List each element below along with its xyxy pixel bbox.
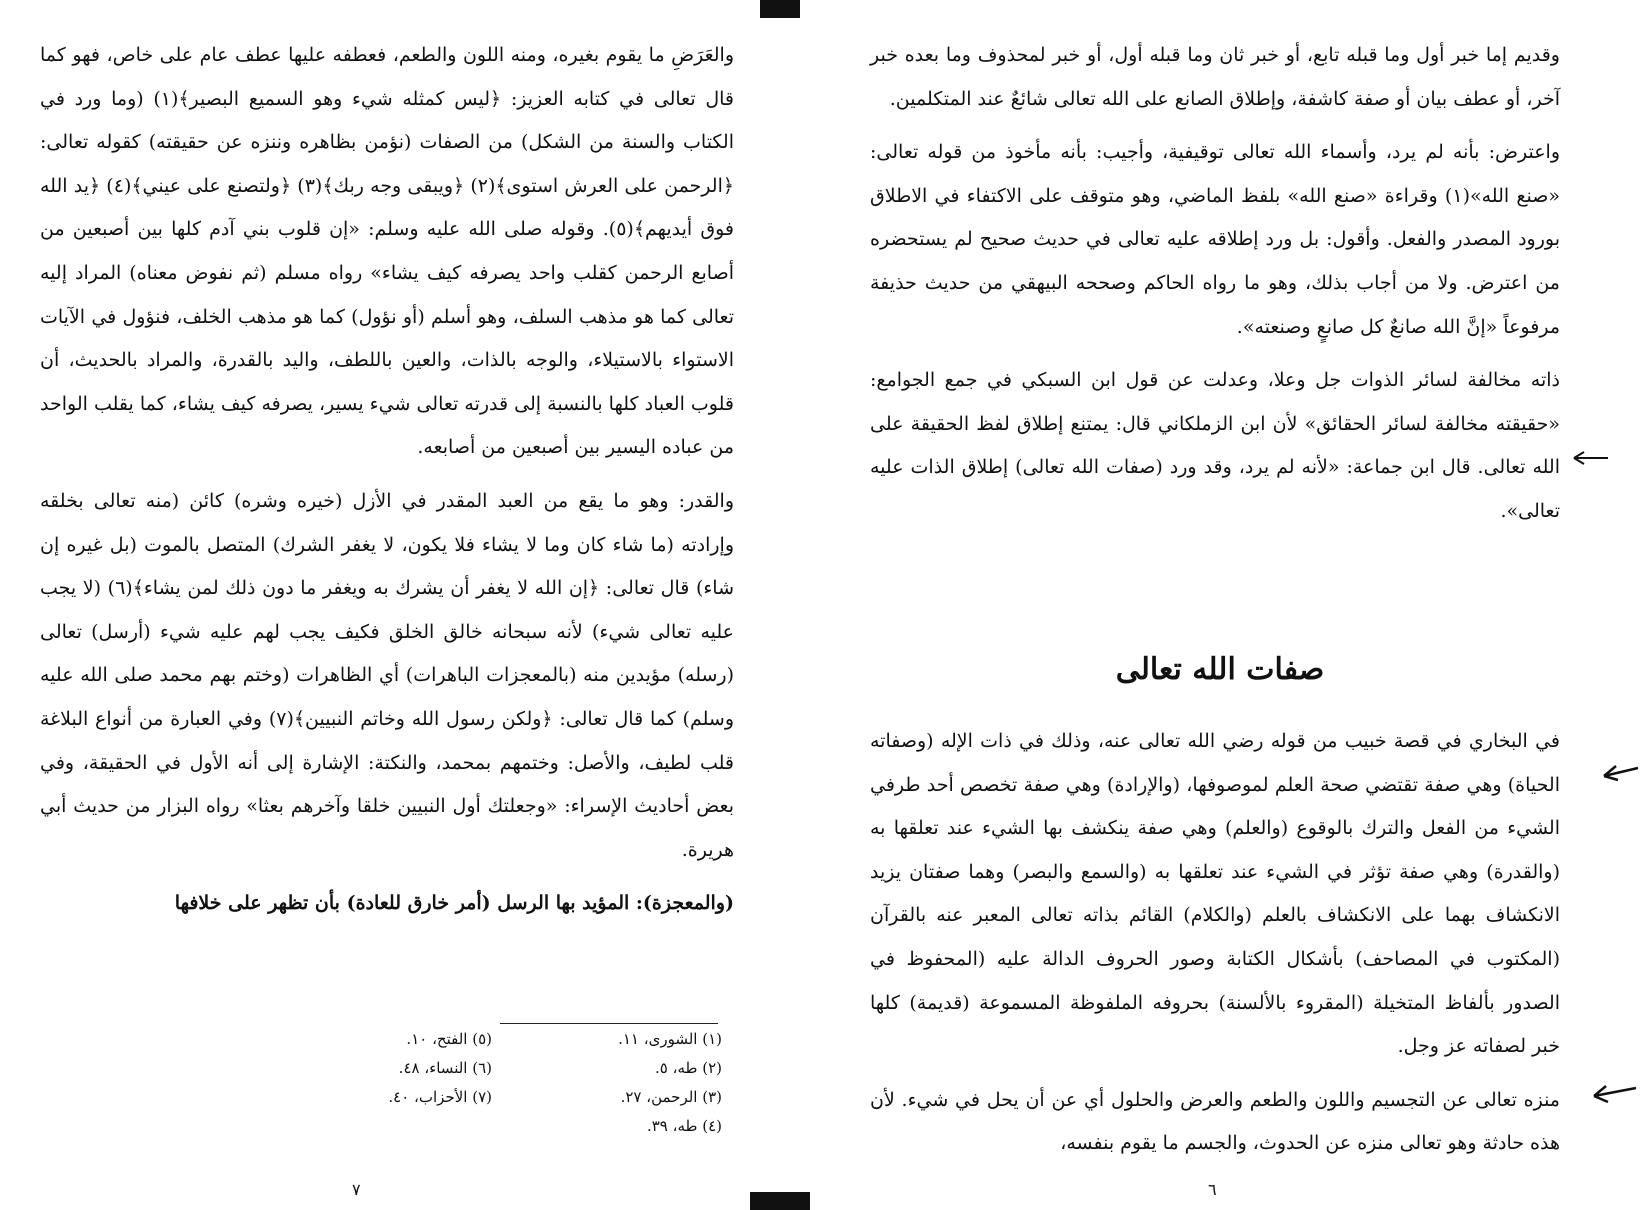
page-number-right: ٦ [1208, 1180, 1217, 1199]
left-page [0, 0, 800, 1206]
right-page-text-bottom [870, 720, 1560, 1176]
footnote-1: (١) الشورى، ١١. [618, 1030, 722, 1048]
right-paragraph-4: في البخاري في قصة خبيب من قوله رضي الله تعالى عنه، وذلك في ذات الإله (وصفاته الحياة) وهي صفة تقتضي صحة العلم لموصوفها، (والإرادة) وهي صفة تخصص أحد طرفي الشيء من الفعل والترك بالوقوع (والعلم) وهي صفة ينكشف بها الشيء عند تعلقها به (والقدرة) وهي صفة تؤثر في الشيء عند تعلقها به (والسمع والبصر) وهما صفتان يزيد الانكشاف بهما على الانكشاف بالعلم (والكلام) القائم بذاته تعالى المعبر عنه بالقرآن (المكتوب في المصاحف) بأشكال الكتابة وصور الحروف الدالة عليه (المحفوظ في الصدور بألفاظ المتخيلة (المقروء بالألسنة) بحروفه الملفوظة المسموعة (قديمة) كلها خبر لصفاته عز وجل. [870, 730, 1560, 1058]
footnote-divider [500, 1023, 718, 1024]
footnote-5: (٥) الفتح، ١٠. [406, 1030, 492, 1048]
right-paragraph-3: ذاته مخالفة لسائر الذوات جل وعلا، وعدلت عن قول ابن السبكي في جمع الجوامع: «حقيقته مخالفة لسائر الحقائق» لأن ابن الزملكاني قال: يمتنع إطلاق لفظ الحقيقة على الله تعالى. قال ابن جماعة: «لأنه لم يرد، وقد ورد (صفات الله تعالى) إطلاق الذات عليه تعالى». [870, 369, 1560, 522]
footnote-7: (٧) الأحزاب، ٤٠. [388, 1088, 492, 1106]
section-heading: صفات الله تعالى [1115, 652, 1325, 687]
right-paragraph-2: واعترض: بأنه لم يرد، وأسماء الله تعالى توقيفية، وأجيب: بأنه مأخوذ من قوله تعالى: «صنع الله»(١) وقراءة «صنع الله» بلفظ الماضي، وهو متوقف على الاكتفاء في الاطلاق بورود المصدر والفعل. وأقول: بل ورد إطلاقه عليه تعالى في حديث صحيح لم يستحضره من اعترض. ولا من أجاب بذلك، وهو ما رواه الحاكم وصححه البيهقي من حديث حذيفة مرفوعاً «إنَّ الله صانعٌ كل صانعٍ وصنعته». [870, 141, 1560, 338]
footnotes [262, 1030, 722, 1146]
footnote-2: (٢) طه، ٥. [655, 1059, 722, 1077]
left-page-text [40, 34, 734, 936]
right-page-text-top [870, 34, 1560, 544]
footnote-4: (٤) طه، ٣٩. [646, 1117, 722, 1135]
left-paragraph-3: (والمعجزة): المؤيد بها الرسل (أمر خارق للعادة) بأن تظهر على خلافها [174, 892, 734, 915]
right-paragraph-5: منزه تعالى عن التجسيم واللون والطعم والعرض والحلول أي عن أن يحل في شيء. لأن هذه حادثة وهو تعالى منزه عن الحدوث، والجسم ما يقوم بنفسه، [870, 1088, 1560, 1155]
footnote-3: (٣) الرحمن، ٢٧. [620, 1088, 722, 1106]
left-paragraph-2: والقدر: وهو ما يقع من العبد المقدر في الأزل (خيره وشره) كائن (منه تعالى بخلقه وإرادته (ما شاء كان وما لا يشاء فلا يكون، لا يغفر الشرك) المتصل بالموت (بل غيره إن شاء) قال تعالى: ﴿إن الله لا يغفر أن يشرك به ويغفر ما دون ذلك لمن يشاء﴾(٦) (لا يجب عليه تعالى شيء) لأنه سبحانه خالق الخلق فكيف يجب لهم عليه شيء (أرسل) تعالى (رسله) مؤيدين منه (بالمعجزات الباهرات) أي الظاهرات (وختم بهم محمد صلى الله عليه وسلم) كما قال تعالى: ﴿ولكن رسول الله وخاتم النبيين﴾(٧) وفي العبارة من أنواع البلاغة قلب لطيف، والأصل: وختمهم بمحمد، والنكتة: الإشارة إلى أنه الأول في الحقيقة، وفي بعض أحاديث الإسراء: «وجعلتك أول النبيين خلقا وآخرهم بعثا» رواه البزار من حديث أبي هريرة. [40, 489, 734, 861]
margin-arrow-3-icon [1590, 1082, 1638, 1104]
right-paragraph-1: وقديم إما خبر أول وما قبله تابع، أو خبر ثان وما قبله أول، أو خبر لمحذوف وما بعده خبر آخر، أو عطف بيان أو صفة كاشفة، وإطلاق الصانع على الله تعالى شائعٌ عند المتكلمين. [870, 44, 1560, 110]
right-page [830, 0, 1646, 1206]
left-paragraph-1: والعَرَضِ ما يقوم بغيره، ومنه اللون والطعم، فعطفه عليها عطف عام على خاص، فهو كما قال تعالى في كتابه العزيز: ﴿ليس كمثله شيء وهو السميع البصير﴾(١) (وما ورد في الكتاب والسنة من الشكل) من الصفات (نؤمن بظاهره وننزه عن حقيقته) كقوله تعالى: ﴿الرحمن على العرش استوى﴾(٢) ﴿ويبقى وجه ربك﴾(٣) ﴿ولتصنع على عيني﴾(٤) ﴿يد الله فوق أيديهم﴾(٥). وقوله صلى الله عليه وسلم: «إن قلوب بني آدم كلها بين أصبعين من أصابع الرحمن كقلب واحد يصرفه كيف يشاء» رواه مسلم (ثم نفوض معناه) المراد إليه تعالى كما هو مذهب السلف، وهو أسلم (أو نؤول) كما هو مذهب الخلف، فنؤول في الآيات الاستواء بالاستيلاء، والوجه بالذات، والعين باللطف، واليد بالقدرة، والمراد بالحديث، أن قلوب العباد كلها بالنسبة إلى قدرته تعالى شيء يسير، يصرفه كيف يشاء، كما يقلب الواحد من عباده اليسير بين أصبعين من أصابعه. [40, 44, 735, 459]
margin-arrow-1-icon [1570, 448, 1610, 468]
footnote-6: (٦) النساء، ٤٨. [398, 1059, 492, 1077]
margin-arrow-2-icon [1600, 762, 1640, 784]
page-number-left: ٧ [352, 1180, 361, 1199]
